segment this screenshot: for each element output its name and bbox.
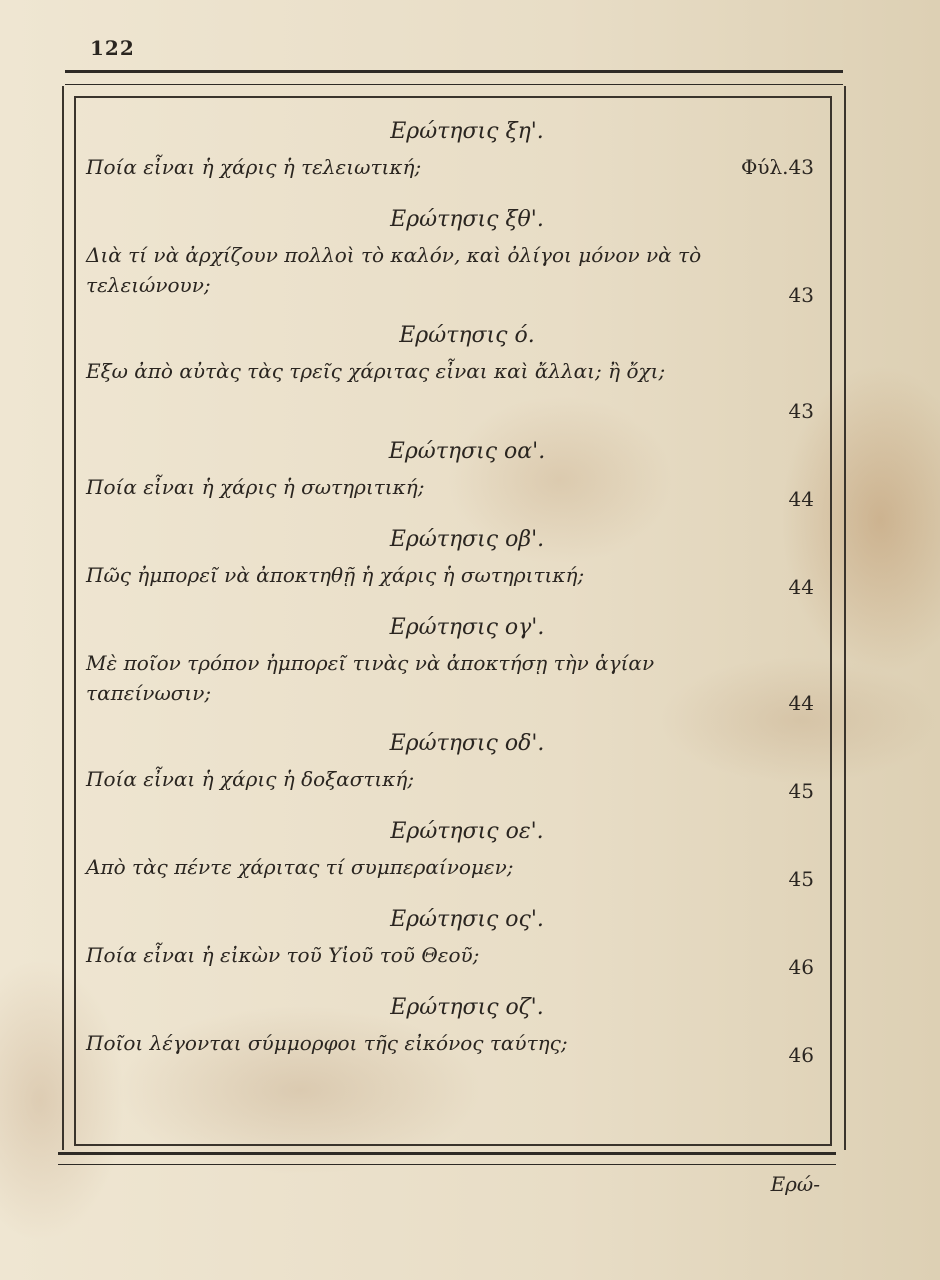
question-heading: Ερώτησις οβ'. [389, 527, 545, 552]
page-reference: 46 [788, 1043, 814, 1067]
question-heading: Ερώτησις ος'. [390, 907, 544, 932]
bottom-rule-thin [58, 1164, 836, 1165]
question-line [86, 152, 818, 200]
question-line [86, 240, 818, 316]
question-text: Ποία εἶναι ἡ χάρις ἡ σωτηριτική; [86, 475, 425, 499]
question-line [86, 356, 818, 432]
question-text: Απὸ τὰς πέντε χάριτας τί συμπεραίνομεν; [86, 855, 514, 879]
page-reference: 46 [788, 955, 814, 979]
question-line [86, 1028, 818, 1076]
index-entry [86, 520, 818, 608]
question-heading: Ερώτησις ξθ'. [390, 207, 544, 232]
question-heading: Ερώτησις οζ'. [390, 995, 544, 1020]
index-entry [86, 608, 818, 724]
question-heading: Ερώτησις οα'. [388, 439, 546, 464]
question-line [86, 764, 818, 812]
page-reference: Φύλ.43 [740, 155, 814, 179]
index-entry [86, 112, 818, 200]
question-text: Ποῖοι λέγονται σύμμορφοι τῆς εἰκόνος ταύτης; [86, 1031, 568, 1055]
question-text: Ποία εἶναι ἡ χάρις ἡ δοξαστική; [86, 767, 415, 791]
index-entry [86, 988, 818, 1076]
catchword: Ερώ- [770, 1172, 820, 1196]
question-text: Μὲ ποῖον τρόπον ἠμπορεῖ τινὰς νὰ ἀποκτήσῃ τὴν ἁγίαν ταπείνωσιν; [86, 651, 655, 705]
index-entry [86, 316, 818, 432]
index-entry [86, 200, 818, 316]
question-heading: Ερώτησις ξη'. [390, 119, 544, 144]
index-entry [86, 432, 818, 520]
page-reference: 45 [788, 867, 814, 891]
question-text: Εξω ἀπὸ αὐτὰς τὰς τρεῖς χάριτας εἶναι καὶ ἄλλαι; ἢ ὄχι; [86, 359, 666, 383]
question-heading: Ερώτησις οδ'. [389, 731, 545, 756]
page-reference: 45 [788, 779, 814, 803]
question-text: Ποία εἶναι ἡ χάρις ἡ τελειωτική; [86, 155, 422, 179]
question-text: Ποία εἶναι ἡ εἰκὼν τοῦ Υἱοῦ τοῦ Θεοῦ; [86, 943, 480, 967]
index-entry [86, 724, 818, 812]
page-reference: 43 [788, 283, 814, 307]
page-reference: 44 [788, 487, 814, 511]
top-rule-thin [65, 84, 843, 85]
bottom-rule [58, 1152, 836, 1155]
question-text: Διὰ τί νὰ ἀρχίζουν πολλοὶ τὸ καλόν, καὶ ὀλίγοι μόνον νὰ τὸ τελειώνουν; [86, 243, 702, 297]
top-rule [65, 70, 843, 73]
question-heading: Ερώτησις ογ'. [389, 615, 545, 640]
question-line [86, 560, 818, 608]
question-line [86, 852, 818, 900]
page-number: 122 [90, 36, 135, 60]
index-entry [86, 812, 818, 900]
question-line [86, 648, 818, 724]
question-line [86, 940, 818, 988]
question-line [86, 472, 818, 520]
question-text: Πῶς ἠμπορεῖ νὰ ἀποκτηθῇ ἡ χάρις ἡ σωτηριτική; [86, 563, 585, 587]
question-index [86, 112, 818, 1076]
page-reference: 44 [788, 691, 814, 715]
index-entry [86, 900, 818, 988]
question-heading: Ερώτησις ό. [399, 323, 535, 348]
question-heading: Ερώτησις οε'. [390, 819, 544, 844]
page-reference: 44 [788, 575, 814, 599]
page-reference: 43 [788, 399, 814, 423]
